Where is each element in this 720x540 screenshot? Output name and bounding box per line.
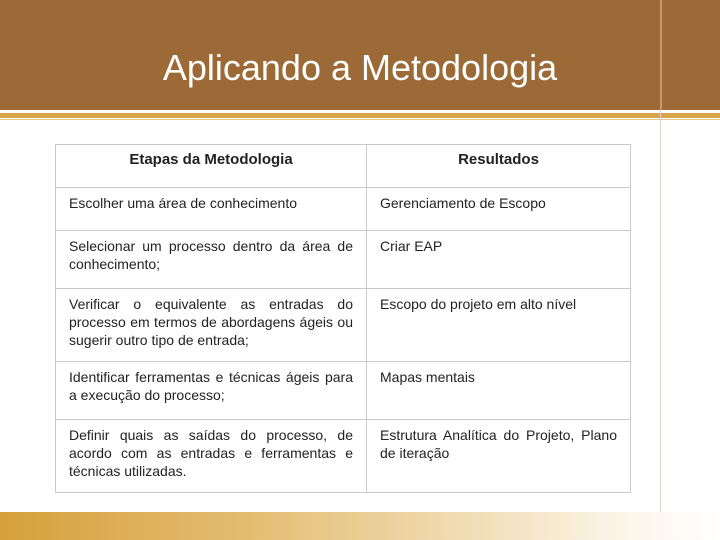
table-row — [56, 289, 631, 362]
table-row — [56, 362, 631, 420]
table-header-row — [56, 145, 631, 188]
footer-gradient-bar — [0, 512, 720, 540]
gold-divider-thin — [0, 119, 720, 120]
table-row — [56, 231, 631, 289]
right-margin-line — [660, 110, 661, 540]
etapa-cell: Definir quais as saídas do processo, de acordo com as entradas e ferramentas e técnicas utilizadas. — [56, 420, 367, 493]
resultado-cell: Estrutura Analítica do Projeto, Plano de iteração — [367, 420, 631, 493]
etapa-cell: Selecionar um processo dentro da área de conhecimento; — [56, 231, 367, 289]
etapa-cell: Verificar o equivalente as entradas do processo em termos de abordagens ágeis ou sugerir outro tipo de entrada; — [56, 289, 367, 362]
methodology-table — [55, 144, 631, 493]
header-resultados: Resultados — [367, 145, 631, 188]
resultado-cell: Mapas mentais — [367, 362, 631, 420]
resultado-cell: Escopo do projeto em alto nível — [367, 289, 631, 362]
etapa-cell: Escolher uma área de conhecimento — [56, 188, 367, 231]
slide-title — [0, 46, 720, 90]
resultado-cell: Gerenciamento de Escopo — [367, 188, 631, 231]
resultado-cell: Criar EAP — [367, 231, 631, 289]
table-row — [56, 188, 631, 231]
slide-title-text: Aplicando a Metodologia — [162, 47, 558, 88]
etapa-cell: Identificar ferramentas e técnicas ágeis para a execução do processo; — [56, 362, 367, 420]
header-etapas: Etapas da Metodologia — [56, 145, 367, 188]
gold-divider — [0, 113, 720, 118]
table-row — [56, 420, 631, 493]
